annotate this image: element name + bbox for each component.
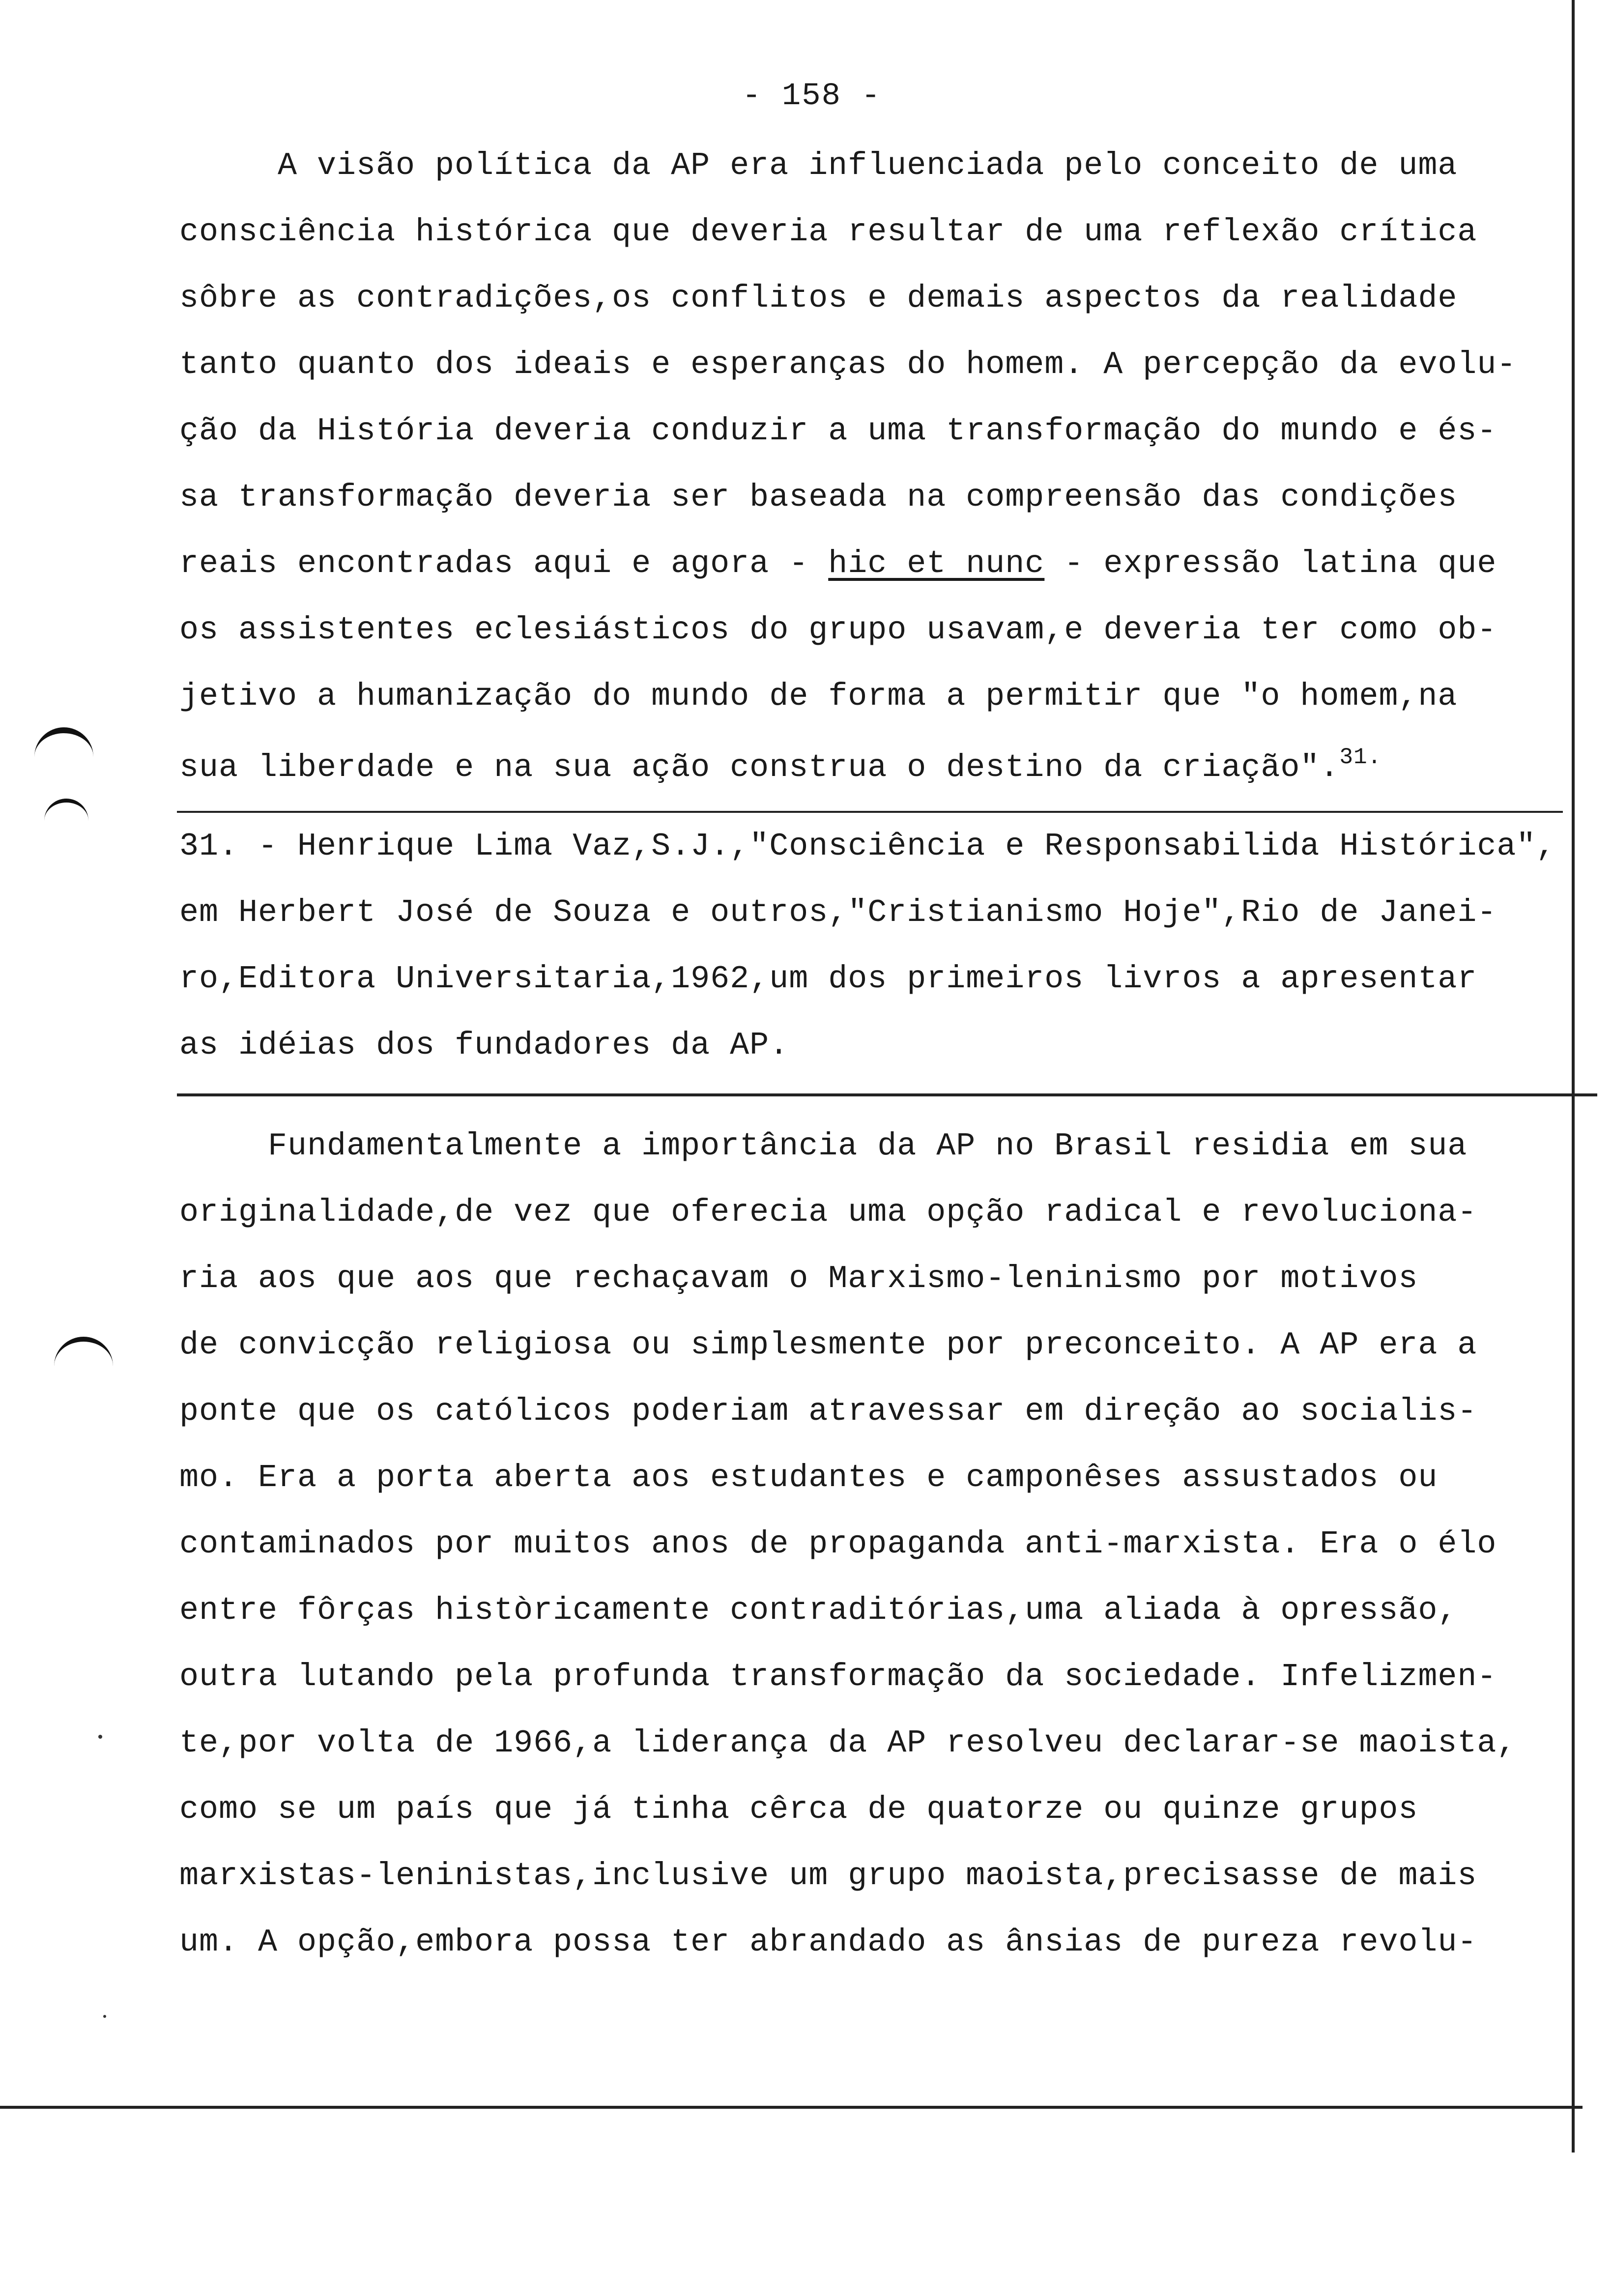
text-line: ponte que os católicos poderiam atravessar em direção ao socialis- — [179, 1393, 1477, 1430]
latin-expression: hic et nunc — [828, 545, 1045, 582]
text-line: Fundamentalmente a importância da AP no Brasil residia em sua — [268, 1128, 1468, 1164]
text-line: tanto quanto dos ideais e esperanças do homem. A percepção da evolu- — [179, 346, 1517, 383]
footnote-line: em Herbert José de Souza e outros,"Cristianismo Hoje",Rio de Janei- — [179, 894, 1497, 931]
text-line: originalidade,de vez que oferecia uma opção radical e revoluciona- — [179, 1194, 1477, 1231]
footnote-line: 31. - Henrique Lima Vaz,S.J.,"Consciência e Responsabilida Histórica", — [179, 828, 1556, 864]
text-line: ria aos que aos que rechaçavam o Marxismo-leninismo por motivos — [179, 1261, 1418, 1297]
text-line: A visão política da AP era influenciada pelo conceito de uma — [278, 147, 1458, 184]
punch-hole-mark — [54, 1337, 113, 1371]
text-line: jetivo a humanização do mundo de forma a permitir que "o homem,na — [179, 678, 1458, 715]
footnote-line: as idéias dos fundadores da AP. — [179, 1027, 789, 1063]
footnote-line: ro,Editora Universitaria,1962,um dos primeiros livros a apresentar — [179, 961, 1477, 997]
text-line: te,por volta de 1966,a liderança da AP resolveu declarar-se maoista, — [179, 1725, 1517, 1761]
text-line: como se um país que já tinha cêrca de quatorze ou quinze grupos — [179, 1791, 1418, 1828]
page-number: - 158 - — [742, 79, 881, 114]
section-rule — [177, 1093, 1597, 1096]
bottom-rule — [0, 2106, 1583, 2109]
text-line: os assistentes eclesiásticos do grupo usavam,e deveria ter como ob- — [179, 612, 1497, 648]
text-line: mo. Era a porta aberta aos estudantes e camponêses assustados ou — [179, 1460, 1438, 1496]
text-line: sôbre as contradições,os conflitos e demais aspectos da realidade — [179, 280, 1458, 316]
text-segment: reais encontradas aqui e agora - — [179, 545, 829, 582]
punch-hole-mark — [44, 799, 88, 822]
text-segment: - expressão latina que — [1044, 545, 1497, 582]
text-line: ção da História deveria conduzir a uma transformação do mundo e és- — [179, 413, 1497, 449]
punch-hole-mark — [34, 727, 93, 763]
text-line: de convicção religiosa ou simplesmente por preconceito. A AP era a — [179, 1327, 1477, 1363]
footnote-reference: 31. — [1339, 745, 1382, 770]
text-line: outra lutando pela profunda transformação da sociedade. Infelizmen- — [179, 1659, 1497, 1695]
text-line — [179, 545, 1497, 582]
scan-speck — [98, 1735, 102, 1739]
text-line: contaminados por muitos anos de propaganda anti-marxista. Era o élo — [179, 1526, 1497, 1562]
right-margin-rule — [1572, 0, 1575, 2152]
text-line: sa transformação deveria ser baseada na compreensão das condições — [179, 479, 1458, 516]
text-line: marxistas-leninistas,inclusive um grupo maoista,precisasse de mais — [179, 1858, 1477, 1894]
text-line — [179, 745, 1382, 786]
text-line: entre fôrças històricamente contraditórias,uma aliada à opressão, — [179, 1592, 1458, 1629]
text-line: consciência histórica que deveria resultar de uma reflexão crítica — [179, 214, 1477, 250]
text-line: um. A opção,embora possa ter abrandado as ânsias de pureza revolu- — [179, 1924, 1477, 1960]
text-segment: sua liberdade e na sua ação construa o destino da criação". — [179, 749, 1340, 786]
scan-speck — [103, 2015, 106, 2018]
footnote-separator — [177, 811, 1563, 813]
